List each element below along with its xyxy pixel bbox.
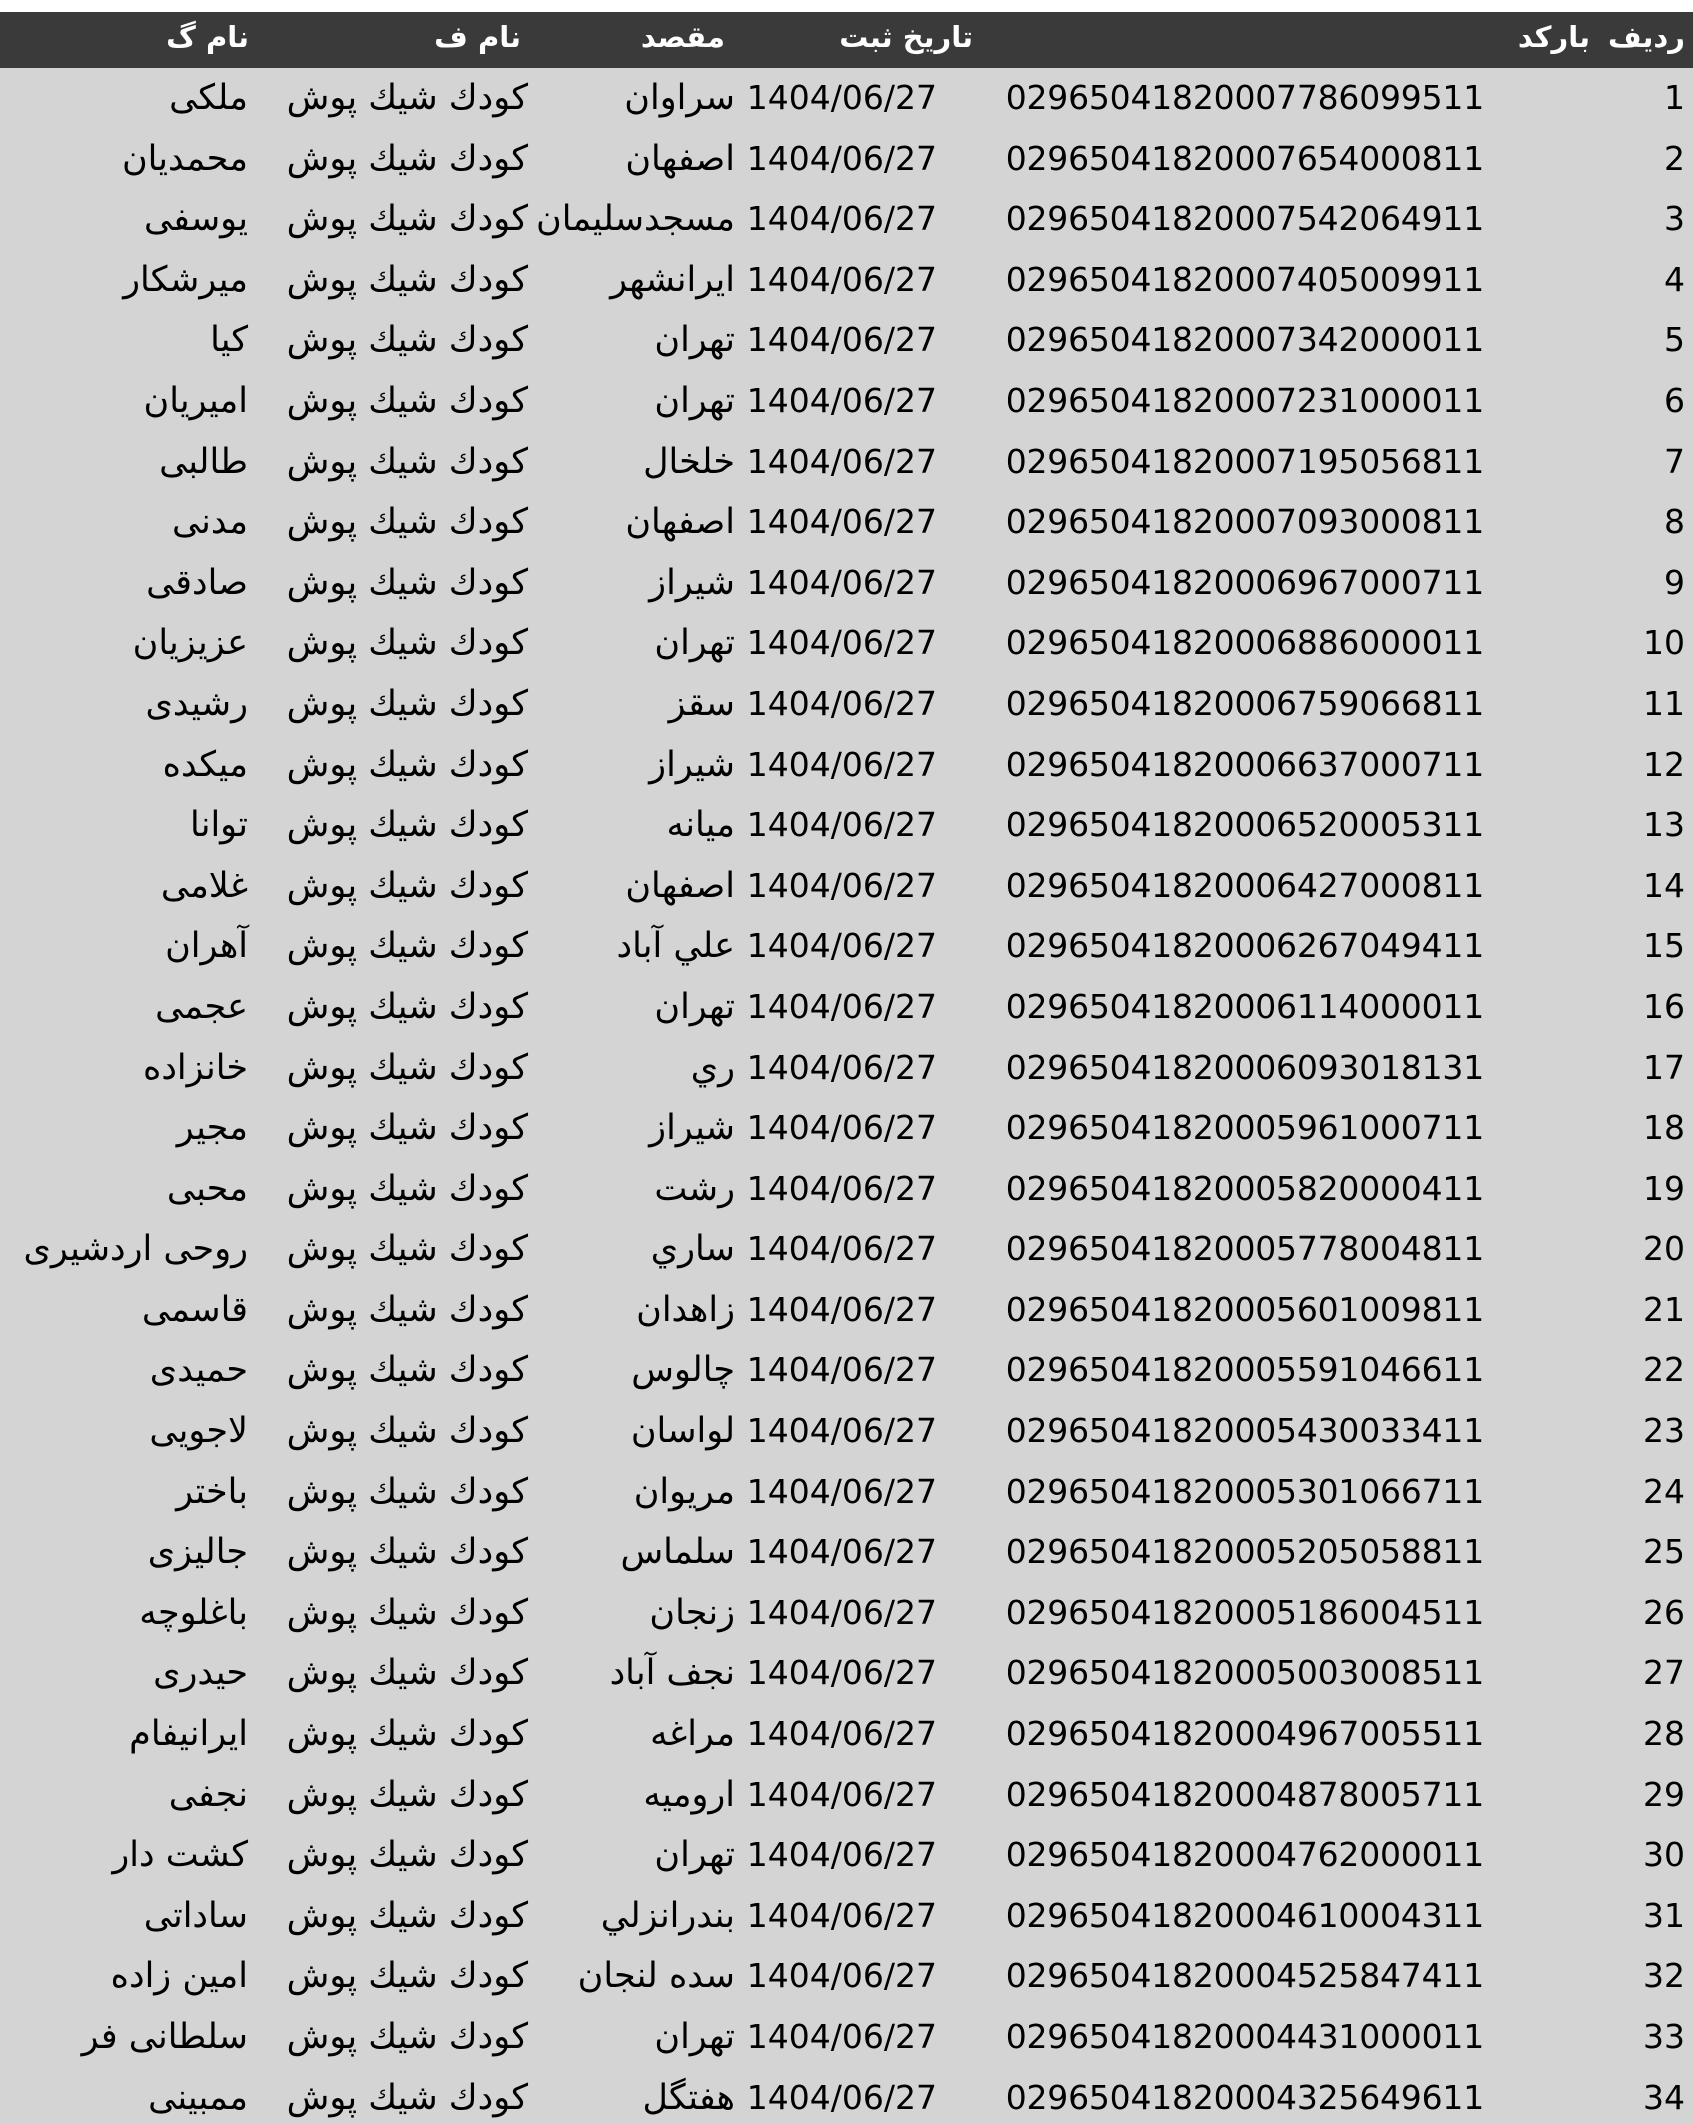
destination-cell[interactable]: سده لنجان — [577, 1956, 735, 1997]
last-name-cell[interactable]: ملکی — [169, 78, 248, 118]
date-cell[interactable]: 1404/06/27 — [746, 2017, 937, 2056]
row-index[interactable]: 33 — [1643, 2017, 1685, 2056]
destination-cell[interactable]: مريوان — [633, 1471, 735, 1512]
barcode-cell[interactable]: 02965041820006637000711 — [1005, 744, 1484, 784]
date-cell[interactable]: 1404/06/27 — [746, 986, 937, 1026]
last-name-cell[interactable]: حمیدی — [149, 1350, 248, 1391]
destination-cell[interactable]: ري — [690, 1047, 735, 1088]
barcode-cell[interactable]: 02965041820007786099511 — [1005, 78, 1484, 117]
date-cell[interactable]: 1404/06/27 — [746, 259, 937, 299]
table-row[interactable] — [0, 553, 1693, 614]
last-name-cell[interactable]: باختر — [176, 1471, 248, 1512]
barcode-cell[interactable]: 02965041820007542064911 — [1005, 199, 1484, 239]
row-index[interactable]: 24 — [1643, 1471, 1685, 1511]
barcode-cell[interactable]: 02965041820005820000411 — [1005, 1168, 1484, 1208]
date-cell[interactable]: 1404/06/27 — [746, 1411, 937, 1451]
date-cell[interactable]: 1404/06/27 — [746, 1835, 937, 1875]
date-cell[interactable]: 1404/06/27 — [746, 138, 937, 178]
barcode-cell[interactable]: 02965041820005301066711 — [1005, 1471, 1484, 1511]
row-index[interactable]: 27 — [1643, 1653, 1685, 1693]
first-name-cell[interactable]: كودك شيك پوش — [286, 138, 528, 179]
row-index[interactable]: 2 — [1664, 138, 1685, 178]
row-index[interactable]: 13 — [1643, 805, 1685, 845]
row-index[interactable]: 25 — [1643, 1532, 1685, 1572]
barcode-cell[interactable]: 02965041820006886000011 — [1005, 623, 1484, 663]
date-cell[interactable]: 1404/06/27 — [746, 502, 937, 542]
table-row[interactable] — [0, 2007, 1693, 2068]
barcode-cell[interactable]: 02965041820004878005711 — [1005, 1774, 1484, 1814]
first-name-cell[interactable]: كودك شيك پوش — [286, 1350, 528, 1391]
row-index[interactable]: 29 — [1643, 1774, 1685, 1814]
destination-cell[interactable]: تهران — [654, 1835, 735, 1876]
date-cell[interactable]: 1404/06/27 — [746, 78, 937, 117]
table-row[interactable] — [0, 1704, 1693, 1765]
last-name-cell[interactable]: سلطانی فر — [81, 2017, 248, 2057]
barcode-cell[interactable]: 02965041820004525847411 — [1005, 1956, 1484, 1996]
row-index[interactable]: 32 — [1643, 1956, 1685, 1996]
first-name-cell[interactable]: كودك شيك پوش — [286, 744, 528, 785]
date-cell[interactable]: 1404/06/27 — [746, 1471, 937, 1511]
row-index[interactable]: 6 — [1664, 380, 1685, 420]
last-name-cell[interactable]: مجیر — [176, 1108, 248, 1149]
last-name-cell[interactable]: ساداتی — [143, 1895, 248, 1936]
last-name-cell[interactable]: نجفی — [168, 1774, 248, 1815]
row-index[interactable]: 5 — [1664, 320, 1685, 360]
first-name-cell[interactable]: كودك شيك پوش — [286, 1592, 528, 1633]
destination-cell[interactable]: بندرانزلي — [600, 1895, 735, 1936]
last-name-cell[interactable]: خانزاده — [143, 1047, 248, 1088]
first-name-cell[interactable]: كودك شيك پوش — [286, 1411, 528, 1452]
last-name-cell[interactable]: محبی — [166, 1168, 248, 1209]
last-name-cell[interactable]: یوسفی — [143, 199, 248, 240]
table-row[interactable] — [0, 1280, 1693, 1341]
last-name-cell[interactable]: عجمی — [155, 986, 248, 1027]
row-index[interactable]: 11 — [1643, 683, 1685, 723]
table-row[interactable] — [0, 250, 1693, 311]
first-name-cell[interactable]: كودك شيك پوش — [286, 1289, 528, 1330]
first-name-cell[interactable]: كودك شيك پوش — [286, 1047, 528, 1088]
destination-cell[interactable]: نجف آباد — [609, 1653, 735, 1694]
table-row[interactable] — [0, 1825, 1693, 1886]
barcode-cell[interactable]: 02965041820007342000011 — [1005, 320, 1484, 360]
barcode-cell[interactable]: 02965041820007093000811 — [1005, 502, 1484, 542]
table-row[interactable] — [0, 977, 1693, 1038]
date-cell[interactable]: 1404/06/27 — [746, 320, 937, 360]
destination-cell[interactable]: اصفهان — [625, 865, 735, 906]
table-row[interactable] — [0, 1340, 1693, 1401]
destination-cell[interactable]: اصفهان — [625, 502, 735, 543]
destination-cell[interactable]: مراغه — [650, 1714, 735, 1755]
date-cell[interactable]: 1404/06/27 — [746, 1289, 937, 1329]
barcode-cell[interactable]: 02965041820005601009811 — [1005, 1289, 1484, 1329]
date-cell[interactable]: 1404/06/27 — [746, 1047, 937, 1087]
first-name-cell[interactable]: كودك شيك پوش — [286, 1229, 528, 1270]
last-name-cell[interactable]: مدنی — [171, 502, 248, 543]
first-name-cell[interactable]: كودك شيك پوش — [286, 2077, 528, 2118]
destination-cell[interactable]: هفتگل — [642, 2077, 735, 2118]
date-cell[interactable]: 1404/06/27 — [746, 1592, 937, 1632]
table-row[interactable] — [0, 1522, 1693, 1583]
destination-cell[interactable]: تهران — [654, 320, 735, 361]
date-cell[interactable]: 1404/06/27 — [746, 1108, 937, 1148]
date-cell[interactable]: 1404/06/27 — [746, 562, 937, 602]
date-cell[interactable]: 1404/06/27 — [746, 1653, 937, 1693]
destination-cell[interactable]: زنجان — [649, 1592, 735, 1633]
table-row[interactable] — [0, 1219, 1693, 1280]
first-name-cell[interactable]: كودك شيك پوش — [286, 1774, 528, 1815]
table-row[interactable] — [0, 1583, 1693, 1644]
date-cell[interactable]: 1404/06/27 — [746, 1714, 937, 1754]
last-name-cell[interactable]: کیا — [210, 320, 248, 361]
destination-cell[interactable]: ايرانشهر — [610, 259, 735, 300]
last-name-cell[interactable]: رشیدی — [145, 683, 248, 724]
first-name-cell[interactable]: كودك شيك پوش — [286, 1956, 528, 1997]
last-name-cell[interactable]: کشت دار — [112, 1835, 248, 1876]
row-index[interactable]: 9 — [1664, 562, 1685, 602]
destination-cell[interactable]: اصفهان — [625, 138, 735, 179]
last-name-cell[interactable]: امیریان — [143, 380, 248, 421]
first-name-cell[interactable]: كودك شيك پوش — [286, 1653, 528, 1694]
destination-cell[interactable]: تهران — [654, 380, 735, 421]
first-name-cell[interactable]: كودك شيك پوش — [286, 986, 528, 1027]
barcode-cell[interactable]: 02965041820006520005311 — [1005, 805, 1484, 845]
last-name-cell[interactable]: قاسمی — [141, 1289, 248, 1330]
row-index[interactable]: 15 — [1643, 926, 1685, 966]
header-destination[interactable]: مقصد — [640, 20, 725, 54]
destination-cell[interactable]: اروميه — [643, 1774, 735, 1815]
barcode-cell[interactable]: 02965041820006267049411 — [1005, 926, 1484, 966]
barcode-cell[interactable]: 02965041820004967005511 — [1005, 1714, 1484, 1754]
barcode-cell[interactable]: 02965041820006427000811 — [1005, 865, 1484, 905]
destination-cell[interactable]: تهران — [654, 986, 735, 1027]
date-cell[interactable]: 1404/06/27 — [746, 1895, 937, 1935]
row-index[interactable]: 21 — [1643, 1289, 1685, 1329]
first-name-cell[interactable]: كودك شيك پوش — [286, 1108, 528, 1149]
last-name-cell[interactable]: محمدیان — [121, 138, 248, 179]
barcode-cell[interactable]: 02965041820005186004511 — [1005, 1592, 1484, 1632]
row-index[interactable]: 14 — [1643, 865, 1685, 905]
row-index[interactable]: 23 — [1643, 1411, 1685, 1451]
row-index[interactable]: 18 — [1643, 1108, 1685, 1148]
destination-cell[interactable]: شيراز — [649, 744, 735, 785]
first-name-cell[interactable]: كودك شيك پوش — [286, 1168, 528, 1209]
last-name-cell[interactable]: میرشکار — [123, 259, 248, 300]
barcode-cell[interactable]: 02965041820007405009911 — [1005, 259, 1484, 299]
barcode-cell[interactable]: 02965041820005778004811 — [1005, 1229, 1484, 1269]
barcode-cell[interactable]: 02965041820007231000011 — [1005, 380, 1484, 420]
last-name-cell[interactable]: حیدری — [153, 1653, 248, 1694]
date-cell[interactable]: 1404/06/27 — [746, 744, 937, 784]
row-index[interactable]: 28 — [1643, 1714, 1685, 1754]
first-name-cell[interactable]: كودك شيك پوش — [286, 2017, 528, 2057]
table-row[interactable] — [0, 1886, 1693, 1947]
header-last-name[interactable]: نام گ — [166, 20, 249, 54]
table-row[interactable] — [0, 1765, 1693, 1826]
destination-cell[interactable]: چالوس — [631, 1350, 735, 1391]
table-header — [0, 12, 1693, 68]
date-cell[interactable]: 1404/06/27 — [746, 1956, 937, 1996]
header-first-name[interactable]: نام ف — [434, 20, 521, 54]
destination-cell[interactable]: ميانه — [666, 805, 735, 846]
date-cell[interactable]: 1404/06/27 — [746, 2077, 937, 2117]
destination-cell[interactable]: رشت — [654, 1168, 735, 1209]
last-name-cell[interactable]: امین زاده — [110, 1956, 248, 1997]
barcode-cell[interactable]: 02965041820004325649611 — [1005, 2077, 1484, 2117]
table-row[interactable] — [0, 2068, 1693, 2124]
last-name-cell[interactable]: جالیزی — [147, 1532, 248, 1573]
barcode-cell[interactable]: 02965041820004431000011 — [1005, 2017, 1484, 2056]
barcode-cell[interactable]: 02965041820007195056811 — [1005, 441, 1484, 481]
table-row[interactable] — [0, 1643, 1693, 1704]
first-name-cell[interactable]: كودك شيك پوش — [286, 259, 528, 300]
table-row[interactable] — [0, 432, 1693, 493]
row-index[interactable]: 34 — [1643, 2077, 1685, 2117]
date-cell[interactable]: 1404/06/27 — [746, 1168, 937, 1208]
table-row[interactable] — [0, 1038, 1693, 1099]
date-cell[interactable]: 1404/06/27 — [746, 1774, 937, 1814]
last-name-cell[interactable]: روحی اردشیری — [23, 1229, 248, 1270]
barcode-cell[interactable]: 02965041820006967000711 — [1005, 562, 1484, 602]
barcode-cell[interactable]: 02965041820007654000811 — [1005, 138, 1484, 178]
date-cell[interactable]: 1404/06/27 — [746, 1350, 937, 1390]
destination-cell[interactable]: زاهدان — [636, 1289, 735, 1330]
destination-cell[interactable]: ساري — [650, 1229, 735, 1270]
table-row[interactable] — [0, 1098, 1693, 1159]
first-name-cell[interactable]: كودك شيك پوش — [286, 1714, 528, 1755]
destination-cell[interactable]: تهران — [654, 2017, 735, 2057]
first-name-cell[interactable]: كودك شيك پوش — [286, 623, 528, 664]
row-index[interactable]: 8 — [1664, 502, 1685, 542]
last-name-cell[interactable]: لاجویی — [149, 1411, 248, 1452]
row-index[interactable]: 10 — [1643, 623, 1685, 663]
destination-cell[interactable]: لواسان — [630, 1411, 735, 1452]
row-index[interactable]: 4 — [1664, 259, 1685, 299]
last-name-cell[interactable]: طالبی — [159, 441, 248, 482]
row-index[interactable]: 12 — [1643, 744, 1685, 784]
table-row[interactable] — [0, 916, 1693, 977]
destination-cell[interactable]: سراوان — [624, 78, 735, 118]
date-cell[interactable]: 1404/06/27 — [746, 199, 937, 239]
spreadsheet — [0, 12, 1693, 2124]
date-cell[interactable]: 1404/06/27 — [746, 441, 937, 481]
table-row[interactable] — [0, 613, 1693, 674]
table-row[interactable] — [0, 1946, 1693, 2007]
last-name-cell[interactable]: میکده — [162, 744, 248, 785]
table-row[interactable] — [0, 129, 1693, 190]
table-row[interactable] — [0, 310, 1693, 371]
last-name-cell[interactable]: صادقی — [146, 562, 248, 603]
last-name-cell[interactable]: توانا — [190, 805, 248, 846]
barcode-cell[interactable]: 02965041820005003008511 — [1005, 1653, 1484, 1693]
row-index[interactable]: 30 — [1643, 1835, 1685, 1875]
header-index[interactable]: ردیف — [1607, 20, 1685, 54]
first-name-cell[interactable]: كودك شيك پوش — [286, 502, 528, 543]
table-row[interactable] — [0, 735, 1693, 796]
first-name-cell[interactable]: كودك شيك پوش — [286, 1895, 528, 1936]
row-index[interactable]: 26 — [1643, 1592, 1685, 1632]
table-row[interactable] — [0, 492, 1693, 553]
first-name-cell[interactable]: كودك شيك پوش — [286, 865, 528, 906]
barcode-cell[interactable]: 02965041820006114000011 — [1005, 986, 1484, 1026]
date-cell[interactable]: 1404/06/27 — [746, 380, 937, 420]
row-index[interactable]: 3 — [1664, 199, 1685, 239]
row-index[interactable]: 1 — [1664, 78, 1685, 117]
first-name-cell[interactable]: كودك شيك پوش — [286, 1532, 528, 1573]
table-row[interactable] — [0, 1159, 1693, 1220]
last-name-cell[interactable]: آهران — [165, 926, 248, 967]
row-index[interactable]: 31 — [1643, 1895, 1685, 1935]
header-date[interactable]: تاریخ ثبت — [839, 20, 973, 54]
destination-cell[interactable]: مسجدسليمان — [535, 199, 735, 240]
table-row[interactable] — [0, 371, 1693, 432]
last-name-cell[interactable]: باغلوچه — [139, 1592, 248, 1633]
row-index[interactable]: 16 — [1643, 986, 1685, 1026]
destination-cell[interactable]: علي آباد — [616, 926, 735, 967]
first-name-cell[interactable]: كودك شيك پوش — [286, 926, 528, 967]
first-name-cell[interactable]: كودك شيك پوش — [286, 441, 528, 482]
table-row[interactable] — [0, 1462, 1693, 1523]
first-name-cell[interactable]: كودك شيك پوش — [286, 380, 528, 421]
last-name-cell[interactable]: ایرانیفام — [129, 1714, 248, 1755]
destination-cell[interactable]: سقز — [668, 683, 735, 724]
destination-cell[interactable]: خلخال — [643, 441, 735, 482]
destination-cell[interactable]: سلماس — [620, 1532, 735, 1573]
first-name-cell[interactable]: كودك شيك پوش — [286, 78, 528, 118]
first-name-cell[interactable]: كودك شيك پوش — [286, 683, 528, 724]
date-cell[interactable]: 1404/06/27 — [746, 926, 937, 966]
date-cell[interactable]: 1404/06/27 — [746, 805, 937, 845]
barcode-cell[interactable]: 02965041820006759066811 — [1005, 683, 1484, 723]
row-index[interactable]: 20 — [1643, 1229, 1685, 1269]
last-name-cell[interactable]: غلامی — [160, 865, 248, 906]
first-name-cell[interactable]: كودك شيك پوش — [286, 805, 528, 846]
destination-cell[interactable]: شيراز — [649, 562, 735, 603]
destination-cell[interactable]: شيراز — [649, 1108, 735, 1149]
barcode-cell[interactable]: 02965041820005430033411 — [1005, 1411, 1484, 1451]
row-index[interactable]: 22 — [1643, 1350, 1685, 1390]
first-name-cell[interactable]: كودك شيك پوش — [286, 1835, 528, 1876]
barcode-cell[interactable]: 02965041820004610004311 — [1005, 1895, 1484, 1935]
row-index[interactable]: 17 — [1643, 1047, 1685, 1087]
barcode-cell[interactable]: 02965041820005961000711 — [1005, 1108, 1484, 1148]
barcode-cell[interactable]: 02965041820006093018131 — [1005, 1047, 1484, 1087]
last-name-cell[interactable]: عزیزیان — [132, 623, 248, 664]
table-row[interactable] — [0, 674, 1693, 735]
barcode-cell[interactable]: 02965041820005591046611 — [1005, 1350, 1484, 1390]
destination-cell[interactable]: تهران — [654, 623, 735, 664]
first-name-cell[interactable]: كودك شيك پوش — [286, 320, 528, 361]
row-index[interactable]: 19 — [1643, 1168, 1685, 1208]
first-name-cell[interactable]: كودك شيك پوش — [286, 199, 528, 240]
header-barcode[interactable]: بارکد — [1517, 20, 1590, 54]
table-body — [0, 68, 1693, 2124]
date-cell[interactable]: 1404/06/27 — [746, 865, 937, 905]
barcode-cell[interactable]: 02965041820004762000011 — [1005, 1835, 1484, 1875]
last-name-cell[interactable]: ممبینی — [148, 2077, 248, 2118]
first-name-cell[interactable]: كودك شيك پوش — [286, 1471, 528, 1512]
barcode-cell[interactable]: 02965041820005205058811 — [1005, 1532, 1484, 1572]
date-cell[interactable]: 1404/06/27 — [746, 623, 937, 663]
table-row[interactable] — [0, 189, 1693, 250]
first-name-cell[interactable]: كودك شيك پوش — [286, 562, 528, 603]
date-cell[interactable]: 1404/06/27 — [746, 1229, 937, 1269]
row-index[interactable]: 7 — [1664, 441, 1685, 481]
table-row[interactable] — [0, 1401, 1693, 1462]
date-cell[interactable]: 1404/06/27 — [746, 1532, 937, 1572]
table-row[interactable] — [0, 68, 1693, 129]
table-row[interactable] — [0, 856, 1693, 917]
date-cell[interactable]: 1404/06/27 — [746, 683, 937, 723]
table-row[interactable] — [0, 795, 1693, 856]
